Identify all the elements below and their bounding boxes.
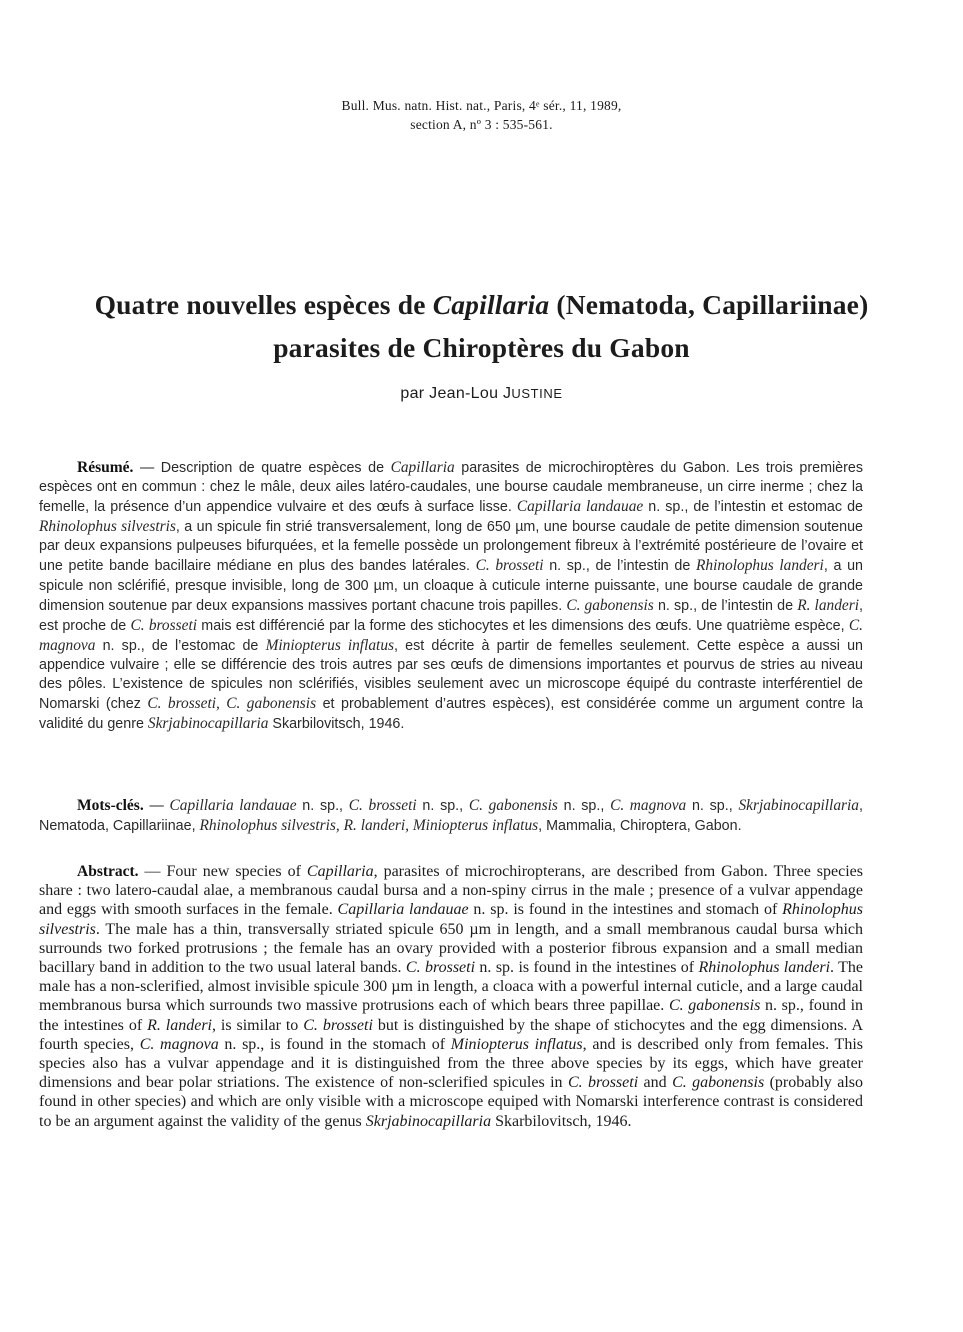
text-run: n. sp. is found in the intestines and stomach of xyxy=(468,901,783,919)
italic-term: Rhinolophus landeri xyxy=(698,959,831,977)
italic-term: C. brosseti xyxy=(130,616,197,634)
author-surname-initial: J xyxy=(503,385,512,402)
text-run: — Description de quatre espèces de xyxy=(133,460,391,476)
italic-term: Miniopterus inflatus xyxy=(450,1035,583,1053)
text-run: Skarbilovitsch, 1946. xyxy=(491,1112,632,1130)
italic-term: C. brosseti xyxy=(475,557,544,575)
text-run: n. sp. is found in the intestines of xyxy=(475,959,699,977)
text-run: n. sp., de l’intestin et estomac de xyxy=(643,499,863,516)
abstract-paragraph xyxy=(39,862,863,1131)
text-run: n. sp., found in the intestines of xyxy=(39,997,864,1034)
text-run: and xyxy=(638,1074,673,1092)
italic-term: Capillaria landauae xyxy=(169,797,297,814)
text-run: n. sp., xyxy=(416,798,469,814)
text-run: n. sp., is found in the stomach of xyxy=(218,1035,451,1053)
resume-text xyxy=(39,460,863,732)
italic-term: C. gabonensis xyxy=(672,1074,765,1092)
author-prefix: par Jean-Lou xyxy=(400,385,504,402)
italic-term: Rhinolophus silvestris, R. landeri, Miniopterus inflatus xyxy=(199,817,539,835)
italic-term: C. gabonensis xyxy=(668,997,761,1015)
text-run: n. sp., xyxy=(557,798,611,814)
title-part-1: Quatre nouvelles espèces de xyxy=(94,289,433,320)
text-run: n. sp., xyxy=(686,798,739,814)
mots-cles-paragraph xyxy=(39,796,863,836)
italic-term: Capillaria xyxy=(390,459,455,476)
text-run: — xyxy=(143,798,170,814)
text-run: , Mammalia, Chiroptera, Gabon. xyxy=(538,818,742,835)
text-run: , est proche de xyxy=(39,597,863,634)
italic-term: Rhinolophus landeri xyxy=(695,557,824,575)
text-run: n. sp., de l’intestin de xyxy=(653,597,798,614)
text-run: Skarbilovitsch, 1946. xyxy=(268,716,405,733)
text-run: , is similar to xyxy=(212,1016,304,1034)
italic-term: Miniopterus inflatus xyxy=(265,636,395,654)
text-run: , parasites of microchiropterans, are described from Gabon. Three species share : two latero-caudal alae, a membranous caudal bursa and a non-spiny cirrus in the male ; presence of a vulvar appendage and eggs with smooth surfaces in the female. xyxy=(39,863,863,919)
italic-term: Capillaria xyxy=(306,863,374,880)
text-run: n. sp., xyxy=(296,798,349,814)
text-run: . The male has a thin, transversally striated spicule 650 µm in length, and a small membranous caudal bursa which surrounds two forked protrusions ; the female has an ovary provided with a posterior fibrous expansion and a small median bacillary band in addition to the two usual lateral bands. xyxy=(39,920,863,977)
resume-label: Résumé. xyxy=(77,459,134,476)
mots-cles-text xyxy=(39,798,863,834)
resume-paragraph xyxy=(39,458,863,734)
italic-term: R. landeri xyxy=(797,596,860,614)
citation-line-2: section A, nº 3 : 535-561. xyxy=(410,117,553,132)
italic-term: C. gabonensis xyxy=(566,596,654,614)
text-run: , a un spicule fin strié transversalement, long de 650 µm, une bourse caudale de petite dimension soutenue par deux expansions pulpeuses bifurquées, et la femelle possède un prolongement fibreux à l’extrémité postérieure de l’ovaire et une petite bande bacillaire médiane en plus des bandes latérales. xyxy=(39,519,863,575)
text-run: , Nematoda, Capillariinae, xyxy=(39,798,863,835)
article-title xyxy=(20,283,943,369)
italic-term: Skrjabinocapillaria xyxy=(147,715,269,733)
text-run: , and is described only from females. This species also has a vulvar appendage and it is distinguished from the three above species by its eggs, which have greater dimensions and bear polar striations. The existence of non-sclerified spicules in xyxy=(39,1035,864,1092)
text-run: n. sp., de l’intestin de xyxy=(543,558,696,575)
italic-term: C. brosseti, C. gabonensis xyxy=(147,695,317,713)
text-run: n. sp., de l’estomac de xyxy=(95,637,266,654)
abstract-text xyxy=(39,863,863,1130)
abstract-label: Abstract. xyxy=(77,863,139,880)
text-run: (probably also found in other species) and which are only visible with a microscope equiped with Nomarski interference contrast is considered to be an argument against the validity of the genus xyxy=(39,1074,864,1130)
mots-cles-label: Mots-clés. xyxy=(77,797,144,814)
italic-term: C. brosseti xyxy=(567,1074,639,1092)
text-run: but is distinguished by the shape of stichocytes and the egg dimensions. A fourth species, xyxy=(39,1016,864,1053)
text-run: . The male has a non-sclerified, almost invisible spicule 300 µm in length, a cloaca with a powerful internal cuticle, and a large caudal membranous bursa which surrounds two massive protrusions each of which bears three papillae. xyxy=(39,959,864,1015)
italic-term: C. gabonensis xyxy=(468,797,558,814)
journal-citation xyxy=(0,96,963,134)
italic-term: Capillaria landauae xyxy=(516,498,644,516)
italic-term: C. magnova xyxy=(610,797,687,814)
text-run: — Four new species of xyxy=(138,863,307,880)
italic-term: Skrjabinocapillaria xyxy=(365,1112,492,1130)
text-run: mais est différencié par la forme des stichocytes et les dimensions des œufs. Une quatrième espèce, xyxy=(197,617,849,634)
italic-term: R. landeri xyxy=(147,1016,212,1034)
text-run: parasites de microchiroptères du Gabon. Les trois premières espèces ont en commun : chez le mâle, deux ailes latéro-caudales, une bourse caudale membraneuse, un cirre inerme ; chez la femelle, la présence d’un appendice vulvaire et des œufs à surface lisse. xyxy=(39,460,863,516)
italic-term: C. brosseti xyxy=(348,797,417,814)
italic-term: Rhinolophus silvestris xyxy=(39,901,864,938)
citation-line-1: Bull. Mus. natn. Hist. nat., Paris, 4ᵉ sér., 11, 1989, xyxy=(341,98,622,113)
text-run: , a un spicule non sclérifié, presque invisible, long de 300 µm, un cloaque à cuticule interne puissante, une bourse caudale de grande dimension soutenue par deux expansions massives portant chacune trois papilles. xyxy=(39,558,863,614)
italic-term: C. magnova xyxy=(39,616,863,654)
italic-term: Skrjabinocapillaria xyxy=(738,797,859,814)
text-run: et probablement d’autres espèces), est considérée comme un argument contre la validité du genre xyxy=(39,696,863,733)
italic-term: Capillaria landauae xyxy=(337,901,469,919)
italic-term: C. magnova xyxy=(139,1035,219,1053)
italic-term: C. brosseti xyxy=(405,959,476,977)
title-genus: Capillaria xyxy=(432,289,550,320)
italic-term: Rhinolophus silvestris xyxy=(39,518,176,536)
title-line-2: parasites de Chiroptères du Gabon xyxy=(273,332,690,363)
italic-term: C. brosseti xyxy=(303,1016,373,1034)
author-surname-rest: USTINE xyxy=(511,386,563,401)
text-run: , est décrite à partir de femelles seulement. Cette espèce a aussi un appendice vulvaire ; elle se différencie des trois autres par ses œufs de dimensions importantes et pourvus de stries au niveau des pôles. L’existence de spicules non sclérifiés, visibles seulement avec un microscope équipé du contraste interférentiel de Nomarski (chez xyxy=(39,637,863,713)
title-part-2: (Nematoda, Capillariinae) xyxy=(549,289,869,320)
author-line xyxy=(0,385,963,403)
